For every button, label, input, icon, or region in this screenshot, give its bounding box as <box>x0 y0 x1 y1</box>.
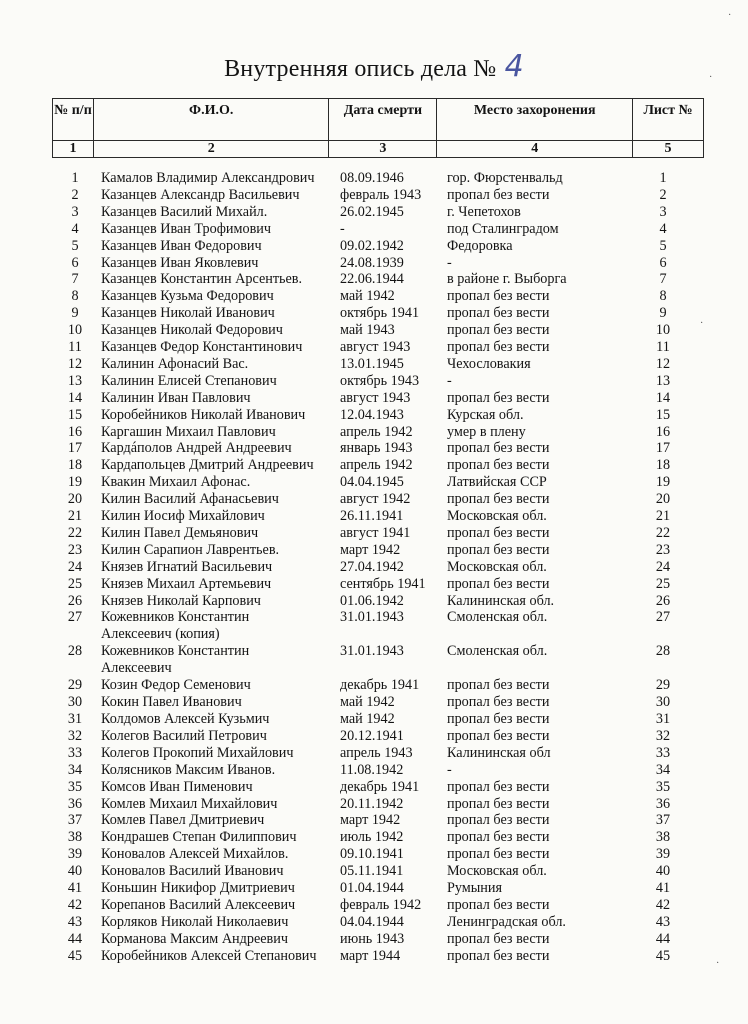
title-text: Внутренняя опись дела № <box>224 56 497 82</box>
row-burial-place: - <box>447 761 452 778</box>
scan-speck: · <box>709 72 713 83</box>
row-name: Кожевников Константин <box>101 609 250 626</box>
row-number: 10 <box>67 322 83 339</box>
table-row <box>0 221 748 238</box>
row-number: 20 <box>67 491 83 508</box>
table-row <box>0 863 748 880</box>
row-burial-place: - <box>447 254 452 271</box>
row-number: 26 <box>67 592 83 609</box>
row-sheet: 18 <box>655 457 671 474</box>
row-number: 24 <box>67 558 83 575</box>
row-name: Каргашин Михаил Павлович <box>101 423 276 440</box>
table-row <box>0 457 748 474</box>
row-death-date: 04.04.1944 <box>340 913 404 930</box>
row-number: 21 <box>67 508 83 524</box>
table-row <box>0 728 748 745</box>
header-name: Ф.И.О. <box>93 99 329 141</box>
row-burial-place: Московская обл. <box>447 863 547 880</box>
row-name: Казанцев Иван Федорович <box>101 237 262 254</box>
row-number: 31 <box>67 711 83 727</box>
row-name: Казанцев Николай Федорович <box>101 322 283 339</box>
row-name: Князев Игнатий Васильевич <box>101 558 273 575</box>
row-burial-place: в районе г. Выборга <box>447 271 567 288</box>
row-name: Корманова Максим Андреевич <box>101 930 288 947</box>
row-burial-place: Курская обл. <box>447 406 524 423</box>
row-burial-place: пропал без вести <box>447 305 550 322</box>
row-number: 32 <box>67 727 83 744</box>
row-sheet: 29 <box>655 677 671 694</box>
row-burial-place: пропал без вести <box>447 930 550 947</box>
row-name: Калинин Елисей Степанович <box>101 372 277 389</box>
row-death-date: сентябрь 1941 <box>340 575 426 592</box>
row-death-date: март 1942 <box>340 812 401 829</box>
row-sheet: 35 <box>655 778 671 795</box>
row-death-date: 31.01.1943 <box>340 609 404 626</box>
row-number: 34 <box>67 761 83 778</box>
row-number: 29 <box>67 677 83 694</box>
row-name: Коновалов Василий Иванович <box>101 863 284 880</box>
table-row <box>0 440 748 457</box>
row-burial-place: пропал без вести <box>447 896 550 913</box>
row-name: Килин Василий Афанасьевич <box>101 491 279 508</box>
table-row <box>0 643 748 660</box>
row-sheet: 23 <box>655 541 671 558</box>
row-name: Комсов Иван Пименович <box>101 778 253 795</box>
row-death-date: 26.02.1945 <box>340 203 404 220</box>
row-burial-place: пропал без вести <box>447 727 550 744</box>
row-sheet: 20 <box>655 491 671 508</box>
row-sheet: 37 <box>655 812 671 829</box>
row-sheet: 7 <box>659 271 667 288</box>
table-row <box>0 508 748 525</box>
header-index-2: 2 <box>93 141 329 158</box>
row-burial-place: пропал без вести <box>447 541 550 558</box>
row-burial-place: Федоровка <box>447 237 513 254</box>
table-row <box>0 609 748 626</box>
table-row <box>0 846 748 863</box>
row-sheet: 10 <box>655 322 671 339</box>
table-row <box>0 711 748 728</box>
row-burial-place: - <box>447 372 452 389</box>
row-death-date: 13.01.1945 <box>340 355 404 372</box>
row-death-date: май 1942 <box>340 694 395 711</box>
row-sheet: 34 <box>655 761 671 778</box>
row-number: 30 <box>67 694 83 711</box>
row-sheet: 45 <box>655 947 671 964</box>
row-name: Казанцев Кузьма Федорович <box>101 288 274 305</box>
row-death-date: 24.08.1939 <box>340 254 404 271</box>
row-death-date: 12.04.1943 <box>340 406 404 423</box>
row-sheet: 31 <box>655 711 671 727</box>
row-name: Колдомов Алексей Кузьмич <box>101 711 270 727</box>
table-row <box>0 204 748 221</box>
row-number: 6 <box>71 254 79 271</box>
row-sheet: 25 <box>655 575 671 592</box>
row-sheet: 30 <box>655 694 671 711</box>
row-number: 1 <box>71 170 79 186</box>
row-sheet: 2 <box>659 186 667 203</box>
row-sheet: 38 <box>655 829 671 846</box>
row-number: 36 <box>67 795 83 812</box>
row-sheet: 22 <box>655 524 671 541</box>
row-number: 8 <box>71 288 79 305</box>
row-burial-place: пропал без вести <box>447 778 550 795</box>
row-sheet: 16 <box>655 423 671 440</box>
row-burial-place: г. Чепетохов <box>447 203 521 220</box>
row-number: 45 <box>67 947 83 964</box>
row-number: 19 <box>67 474 83 491</box>
row-name: Казанцев Константин Арсентьев. <box>101 271 303 288</box>
row-number: 18 <box>67 457 83 474</box>
header-index-1: 1 <box>53 141 94 158</box>
row-name: Корепанов Василий Алексеевич <box>101 896 296 913</box>
row-burial-place: Ленинградская обл. <box>447 913 566 930</box>
row-name: Козин Федор Семенович <box>101 677 251 694</box>
row-sheet: 1 <box>659 170 667 186</box>
header-num: № п/п <box>53 99 94 141</box>
row-number: 33 <box>67 744 83 761</box>
row-name: Казанцев Николай Иванович <box>101 305 275 322</box>
row-name: Камалов Владимир Александрович <box>101 170 315 186</box>
table-row <box>0 762 748 779</box>
row-death-date: март 1944 <box>340 947 401 964</box>
row-burial-place: пропал без вести <box>447 457 550 474</box>
row-sheet: 19 <box>655 474 671 491</box>
row-name: Корляков Николай Николаевич <box>101 913 289 930</box>
row-number: 7 <box>71 271 79 288</box>
row-death-date: февраль 1943 <box>340 186 422 203</box>
row-death-date: апрель 1943 <box>340 744 413 761</box>
row-sheet: 44 <box>655 930 671 947</box>
row-number: 9 <box>71 305 79 322</box>
row-sheet: 41 <box>655 880 671 896</box>
row-sheet: 17 <box>655 440 671 457</box>
row-name: Коробейников Николай Иванович <box>101 406 306 423</box>
row-name: Кардáполов Андрей Андреевич <box>101 440 292 457</box>
row-death-date: 31.01.1943 <box>340 643 404 660</box>
row-name: Килин Сарапион Лаврентьев. <box>101 541 280 558</box>
header-place: Место захоронения <box>437 99 633 141</box>
row-sheet: 39 <box>655 846 671 863</box>
row-name-continued: Алексеевич (копия) <box>101 626 220 643</box>
row-name: Коньшин Никифор Дмитриевич <box>101 880 295 896</box>
row-death-date: январь 1943 <box>340 440 413 457</box>
table-row <box>0 931 748 948</box>
table-row <box>0 542 748 559</box>
table-row <box>0 373 748 390</box>
row-sheet: 21 <box>655 508 671 524</box>
row-death-date: август 1943 <box>340 389 411 406</box>
row-death-date: октябрь 1941 <box>340 305 420 322</box>
table-row <box>0 576 748 593</box>
row-burial-place: Смоленская обл. <box>447 609 548 626</box>
row-sheet: 11 <box>656 339 670 355</box>
row-burial-place: Румыния <box>447 880 503 896</box>
table-row <box>0 407 748 424</box>
row-sheet: 27 <box>655 609 671 626</box>
row-name: Казанцев Василий Михайл. <box>101 203 268 220</box>
table-row <box>0 339 748 356</box>
header-index-5: 5 <box>633 141 704 158</box>
row-name: Князев Михаил Артемьевич <box>101 575 272 592</box>
row-sheet: 43 <box>655 913 671 930</box>
row-death-date: - <box>340 220 345 237</box>
row-sheet: 3 <box>659 203 667 220</box>
header-index-4: 4 <box>437 141 633 158</box>
row-number: 3 <box>71 203 79 220</box>
row-death-date: декабрь 1941 <box>340 778 420 795</box>
row-number: 2 <box>71 186 79 203</box>
table-row <box>0 880 748 897</box>
table-row <box>0 796 748 813</box>
row-death-date: август 1941 <box>340 524 411 541</box>
row-death-date: 20.12.1941 <box>340 727 404 744</box>
row-number: 22 <box>67 524 83 541</box>
row-burial-place: Чехословакия <box>447 355 531 372</box>
handwritten-case-number: 4 <box>504 49 524 84</box>
row-name: Коновалов Алексей Михайлов. <box>101 846 289 863</box>
table-row <box>0 593 748 610</box>
header-date: Дата смерти <box>329 99 437 141</box>
row-name: Килин Иосиф Михайлович <box>101 508 265 524</box>
row-death-date: май 1943 <box>340 322 395 339</box>
row-death-date: апрель 1942 <box>340 423 413 440</box>
row-number: 38 <box>67 829 83 846</box>
row-burial-place: пропал без вести <box>447 339 550 355</box>
row-death-date: 27.04.1942 <box>340 558 404 575</box>
row-number: 37 <box>67 812 83 829</box>
table-row <box>0 745 748 762</box>
row-burial-place: Латвийская ССР <box>447 474 547 491</box>
row-burial-place: пропал без вести <box>447 524 550 541</box>
row-number: 13 <box>67 372 83 389</box>
table-row <box>0 677 748 694</box>
scan-speck: · <box>716 958 720 969</box>
row-burial-place: пропал без вести <box>447 812 550 829</box>
row-number: 43 <box>67 913 83 930</box>
row-name: Казанцев Александр Васильевич <box>101 186 300 203</box>
row-name: Казанцев Иван Трофимович <box>101 220 271 237</box>
row-sheet: 36 <box>655 795 671 812</box>
row-burial-place: пропал без вести <box>447 795 550 812</box>
row-sheet: 32 <box>655 727 671 744</box>
row-burial-place: пропал без вести <box>447 491 550 508</box>
table-row <box>0 390 748 407</box>
row-name: Казанцев Федор Константинович <box>101 339 303 355</box>
row-burial-place: пропал без вести <box>447 288 550 305</box>
row-burial-place: пропал без вести <box>447 947 550 964</box>
table-row <box>0 322 748 339</box>
row-death-date: декабрь 1941 <box>340 677 420 694</box>
table-row <box>0 779 748 796</box>
table-row <box>0 474 748 491</box>
row-burial-place: Московская обл. <box>447 558 547 575</box>
row-death-date: 05.11.1941 <box>340 863 404 880</box>
header-index-3: 3 <box>329 141 437 158</box>
row-sheet: 14 <box>655 389 671 406</box>
row-burial-place: пропал без вести <box>447 322 550 339</box>
row-sheet: 15 <box>655 406 671 423</box>
row-name: Князев Николай Карпович <box>101 592 261 609</box>
row-sheet: 9 <box>659 305 667 322</box>
row-sheet: 5 <box>659 237 667 254</box>
row-number: 27 <box>67 609 83 626</box>
row-death-date: август 1943 <box>340 339 411 355</box>
table-row <box>0 305 748 322</box>
row-burial-place: пропал без вести <box>447 440 550 457</box>
row-burial-place: Московская обл. <box>447 508 547 524</box>
row-name: Коробейников Алексей Степанович <box>101 947 317 964</box>
table-row <box>0 812 748 829</box>
row-number: 40 <box>67 863 83 880</box>
row-name: Колясников Максим Иванов. <box>101 761 276 778</box>
row-name: Кондрашев Степан Филиппович <box>101 829 297 846</box>
table-row <box>0 255 748 272</box>
row-burial-place: Калининская обл <box>447 744 551 761</box>
row-burial-place: пропал без вести <box>447 186 550 203</box>
row-name: Колегов Прокопий Михайлович <box>101 744 294 761</box>
row-number: 4 <box>71 220 79 237</box>
row-name: Казанцев Иван Яковлевич <box>101 254 259 271</box>
row-burial-place: Смоленская обл. <box>447 643 548 660</box>
row-name: Комлев Михаил Михайлович <box>101 795 278 812</box>
row-number: 28 <box>67 643 83 660</box>
row-burial-place: пропал без вести <box>447 846 550 863</box>
row-burial-place: пропал без вести <box>447 389 550 406</box>
row-name: Квакин Михаил Афонас. <box>101 474 251 491</box>
row-sheet: 42 <box>655 896 671 913</box>
table-row <box>0 187 748 204</box>
row-number: 14 <box>67 389 83 406</box>
row-number: 15 <box>67 406 83 423</box>
row-sheet: 26 <box>655 592 671 609</box>
row-name: Колегов Василий Петрович <box>101 727 267 744</box>
scan-speck: · <box>700 318 704 329</box>
table-row <box>0 170 748 187</box>
table-row <box>0 948 748 965</box>
row-death-date: июль 1942 <box>340 829 404 846</box>
row-death-date: август 1942 <box>340 491 411 508</box>
row-death-date: 04.04.1945 <box>340 474 404 491</box>
row-sheet: 8 <box>659 288 667 305</box>
row-number: 44 <box>67 930 83 947</box>
row-death-date: 08.09.1946 <box>340 170 404 186</box>
row-burial-place: пропал без вести <box>447 677 550 694</box>
row-number: 11 <box>68 339 82 355</box>
row-number: 16 <box>67 423 83 440</box>
row-sheet: 13 <box>655 372 671 389</box>
row-death-date: март 1942 <box>340 541 401 558</box>
row-number: 39 <box>67 846 83 863</box>
scan-speck: · <box>728 10 732 21</box>
row-death-date: февраль 1942 <box>340 896 422 913</box>
row-sheet: 12 <box>655 355 671 372</box>
row-sheet: 40 <box>655 863 671 880</box>
row-burial-place: Калининская обл. <box>447 592 555 609</box>
row-name: Килин Павел Демьянович <box>101 524 259 541</box>
row-burial-place: пропал без вести <box>447 694 550 711</box>
row-name: Кокин Павел Иванович <box>101 694 242 711</box>
row-name-continued: Алексеевич <box>101 660 172 677</box>
row-burial-place: пропал без вести <box>447 575 550 592</box>
row-death-date: 09.10.1941 <box>340 846 404 863</box>
row-death-date: май 1942 <box>340 711 395 727</box>
row-sheet: 6 <box>659 254 667 271</box>
row-death-date: октябрь 1943 <box>340 372 420 389</box>
row-burial-place: пропал без вести <box>447 711 550 727</box>
table-row <box>0 559 748 576</box>
row-number: 5 <box>71 237 79 254</box>
table-row <box>0 424 748 441</box>
row-number: 12 <box>67 355 83 372</box>
table-row <box>0 897 748 914</box>
table-row <box>0 829 748 846</box>
row-sheet: 28 <box>655 643 671 660</box>
row-death-date: 09.02.1942 <box>340 237 404 254</box>
table-row <box>0 914 748 931</box>
row-burial-place: под Сталинградом <box>447 220 559 237</box>
row-death-date: апрель 1942 <box>340 457 413 474</box>
row-burial-place: пропал без вести <box>447 829 550 846</box>
row-death-date: 01.06.1942 <box>340 592 404 609</box>
row-name: Комлев Павел Дмитриевич <box>101 812 265 829</box>
row-number: 23 <box>67 541 83 558</box>
row-death-date: 26.11.1941 <box>340 508 404 524</box>
row-number: 35 <box>67 778 83 795</box>
row-death-date: 11.08.1942 <box>340 761 404 778</box>
row-death-date: 22.06.1944 <box>340 271 404 288</box>
row-number: 41 <box>67 880 83 896</box>
table-row <box>0 525 748 542</box>
row-sheet: 33 <box>655 744 671 761</box>
table-row <box>0 288 748 305</box>
row-name: Калинин Афонасий Вас. <box>101 355 249 372</box>
row-number: 42 <box>67 896 83 913</box>
row-name: Калинин Иван Павлович <box>101 389 251 406</box>
row-sheet: 4 <box>659 220 667 237</box>
table-row <box>0 356 748 373</box>
row-number: 17 <box>67 440 83 457</box>
row-number: 25 <box>67 575 83 592</box>
row-sheet: 24 <box>655 558 671 575</box>
table-row <box>0 238 748 255</box>
table-row <box>0 271 748 288</box>
row-burial-place: умер в плену <box>447 423 526 440</box>
row-death-date: 01.04.1944 <box>340 880 404 896</box>
table-row <box>0 491 748 508</box>
row-death-date: июнь 1943 <box>340 930 405 947</box>
header-sheet: Лист № <box>633 99 704 141</box>
row-name: Кардапольцев Дмитрий Андреевич <box>101 457 314 474</box>
row-death-date: май 1942 <box>340 288 395 305</box>
table-row <box>0 694 748 711</box>
row-burial-place: гор. Фюрстенвальд <box>447 170 563 186</box>
row-name: Кожевников Константин <box>101 643 250 660</box>
row-death-date: 20.11.1942 <box>340 795 404 812</box>
